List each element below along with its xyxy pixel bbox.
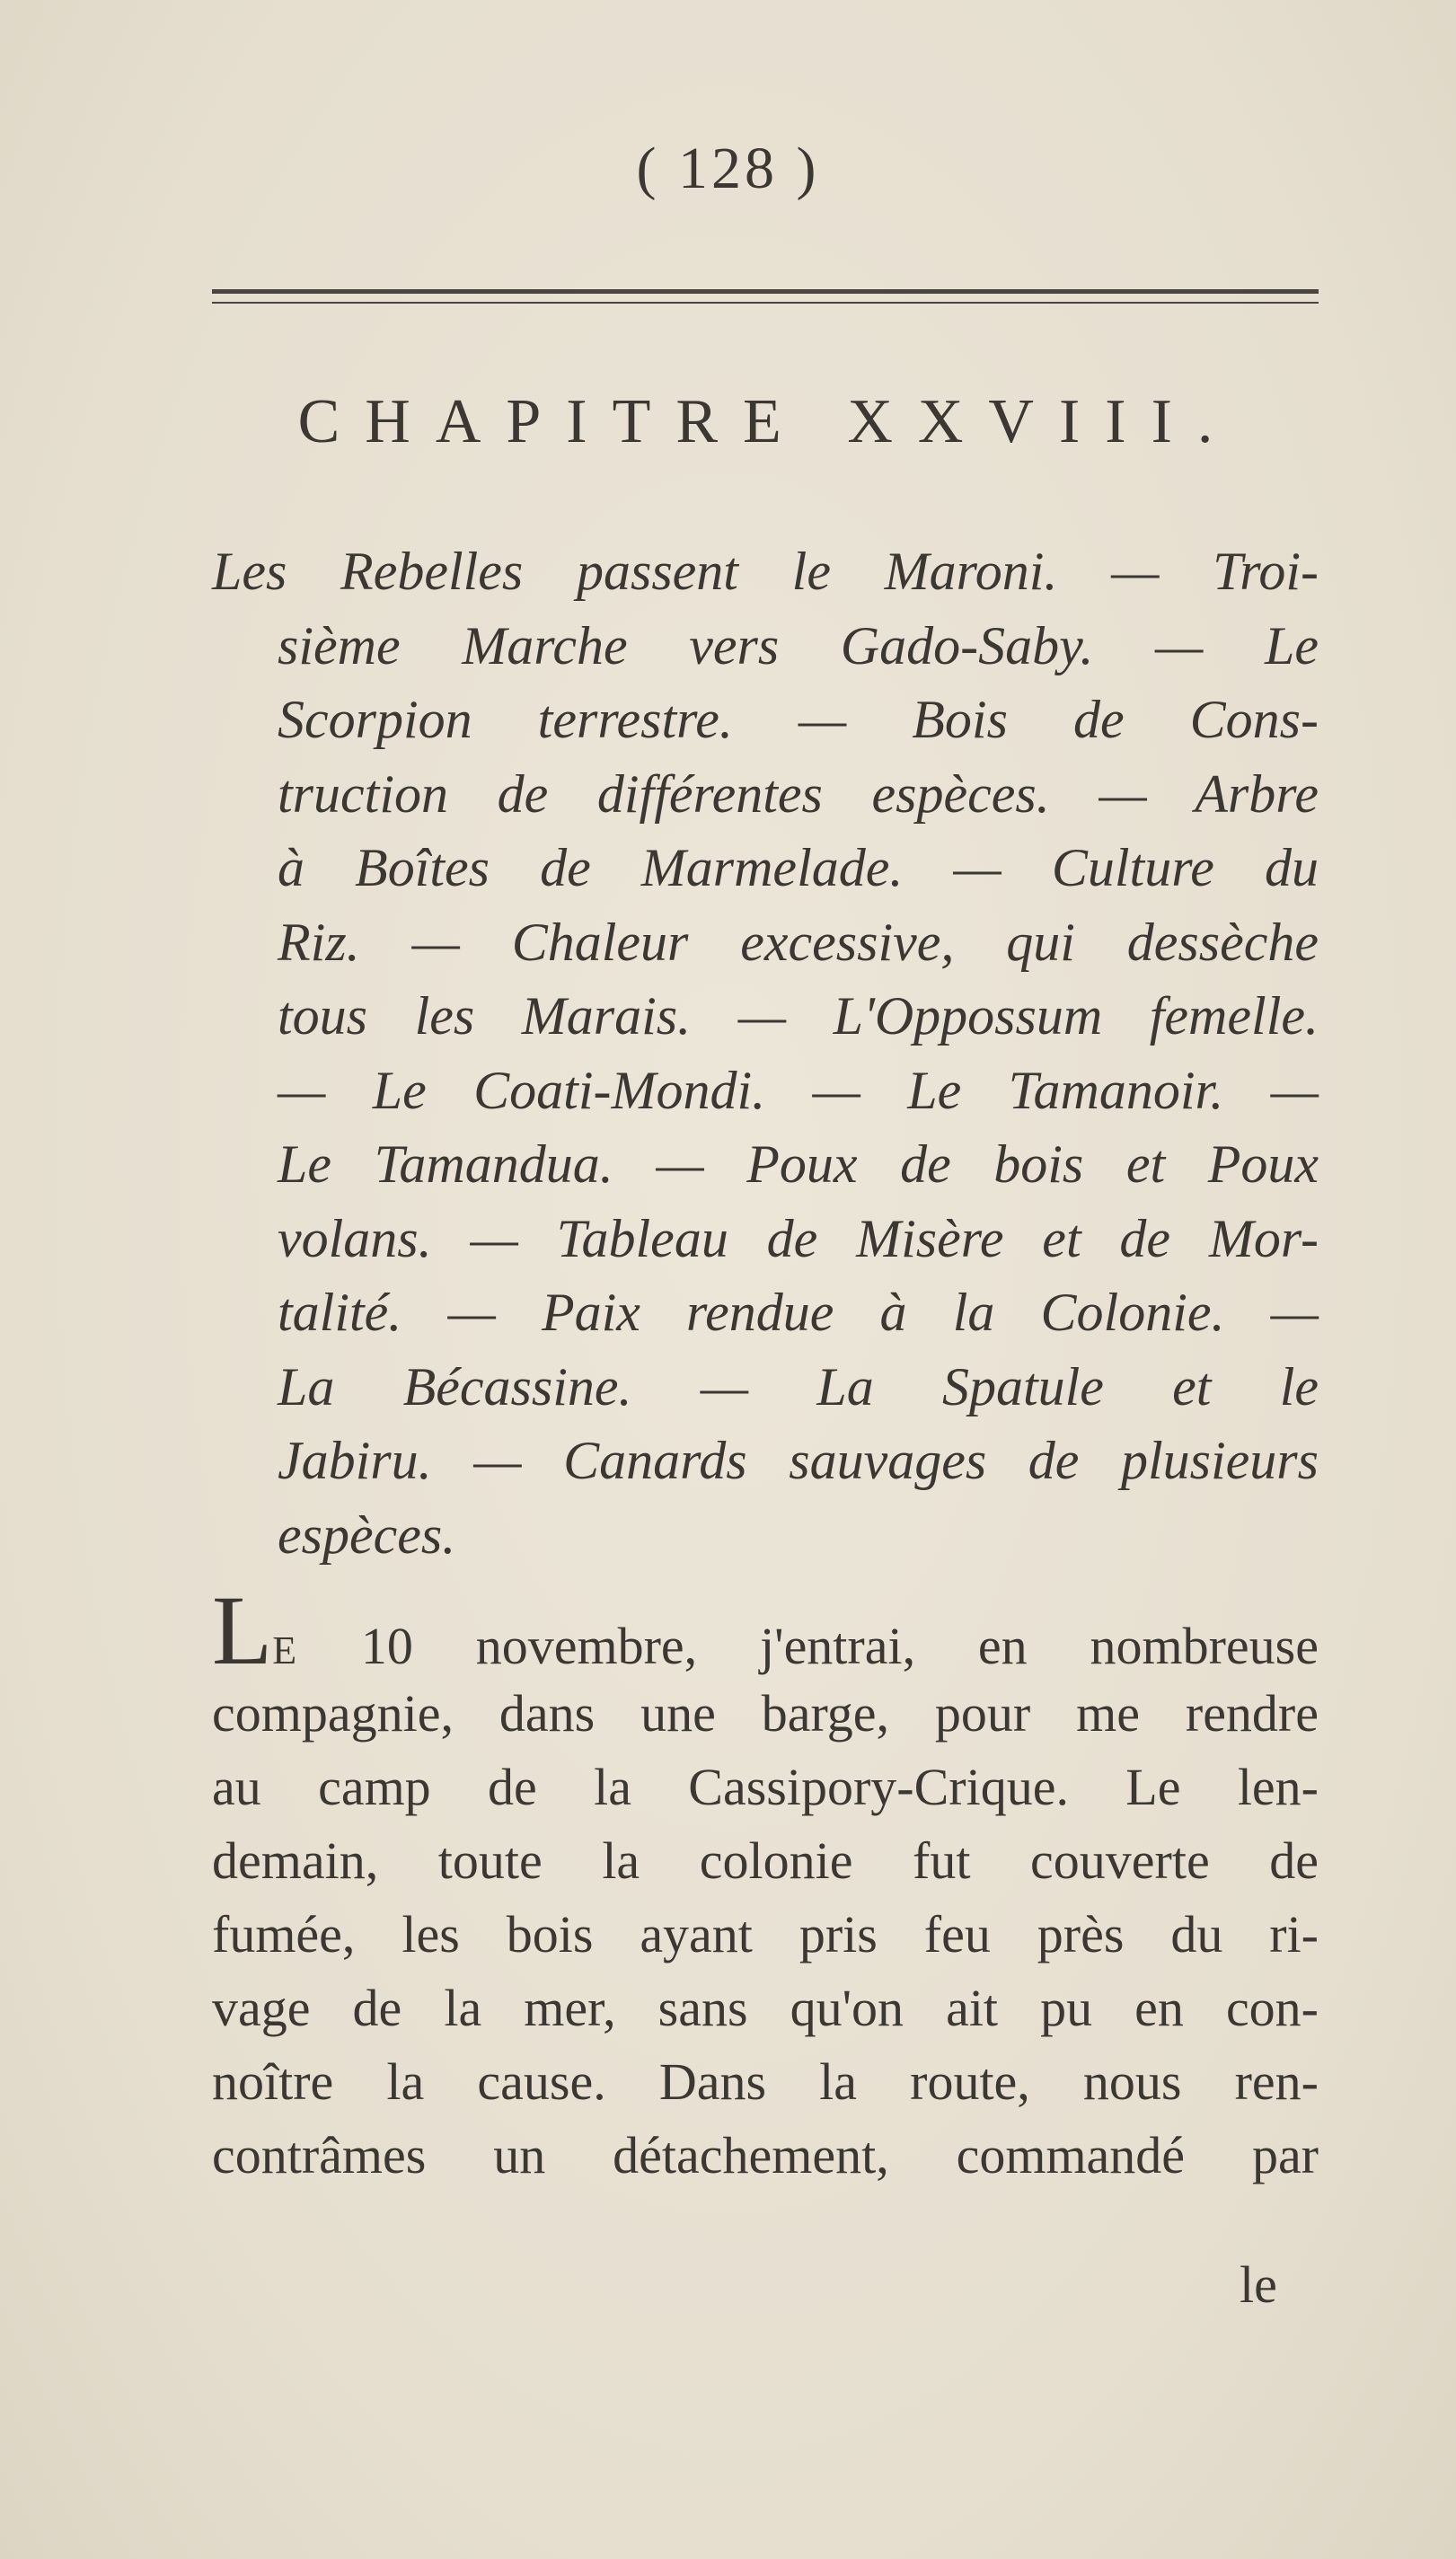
summary-line: sième Marche vers Gado-Saby. — Le [278, 615, 1319, 675]
body-line: au camp de la Cassipory-Crique. Le len- [212, 1758, 1319, 1816]
summary-line: Jabiru. — Canards sauvages de plusieurs [278, 1431, 1319, 1490]
body-line: contrâmes un détachement, commandé par [212, 2126, 1319, 2184]
body-line: compagnie, dans une barge, pour me rendre [212, 1684, 1319, 1743]
body-line: fumée, les bois ayant pris feu près du ri- [212, 1905, 1319, 1963]
small-cap: E [272, 1628, 299, 1672]
summary-line: Riz. — Chaleur excessive, qui dessèche [278, 912, 1319, 972]
summary-line: — Le Coati-Mondi. — Le Tamanoir. — [278, 1060, 1319, 1120]
summary-line: talité. — Paix rendue à la Colonie. — [278, 1283, 1319, 1342]
summary-line: truction de différentes espèces. — Arbre [278, 763, 1319, 824]
body-line: vage de la mer, sans qu'on ait pu en con- [212, 1979, 1319, 2037]
header-rule-thin [212, 302, 1319, 304]
chapter-title: CHAPITRE XXVIII. [297, 387, 1239, 456]
summary-line: La Bécassine. — La Spatule et le [278, 1356, 1319, 1416]
catchword: le [1240, 2255, 1277, 2314]
summary-line: Scorpion terrestre. — Bois de Cons- [278, 690, 1319, 749]
summary-line: tous les Marais. — L'Oppossum femelle. [278, 986, 1319, 1046]
body-line-text: 10 novembre, j'entrai, en nombreuse [298, 1617, 1319, 1675]
chapter-summary [212, 534, 1319, 1572]
page-number: ( 128 ) [636, 136, 820, 201]
summary-line: Le Tamandua. — Poux de bois et Poux [278, 1134, 1319, 1194]
summary-line: à Boîtes de Marmelade. — Culture du [278, 838, 1319, 897]
body-line [212, 1575, 1319, 1685]
header-rule-thick [212, 289, 1319, 294]
body-line: demain, toute la colonie fut couverte de [212, 1831, 1319, 1890]
summary-line: volans. — Tableau de Misère et de Mor- [278, 1208, 1319, 1268]
body-text [212, 1575, 1319, 2193]
summary-line: espèces. [278, 1505, 456, 1565]
body-line: noître la cause. Dans la route, nous ren- [212, 2052, 1319, 2111]
drop-cap: L [212, 1575, 273, 1685]
summary-line: Les Rebelles passent le Maroni. — Troi- [212, 542, 1319, 601]
